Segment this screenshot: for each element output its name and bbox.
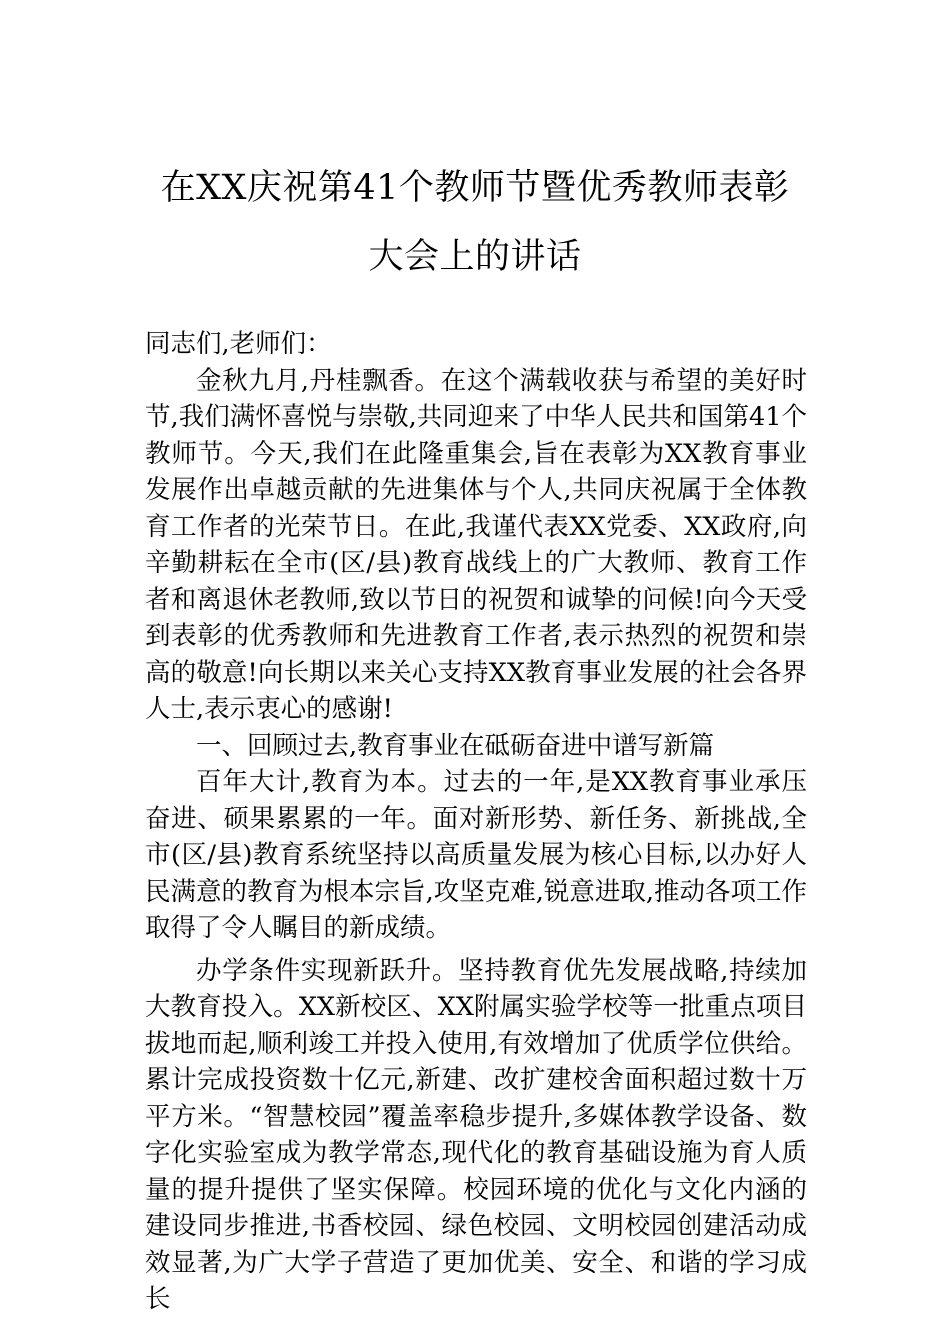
speech-title-line-1: 在XX庆祝第41个教师节暨优秀教师表彰 <box>160 168 790 208</box>
section-1-paragraph-2: 办学条件实现新跃升。坚持教育优先发展战略,持续加大教育投入。XX新校区、XX附属实验学校等一批重点项目拔地而起,顺利竣工并投入使用,有效增加了优质学位供给。累计完成投资数十亿元,新建、改扩建校舍面积超过数十万平方米。“智慧校园”覆盖率稳步提升,多媒体教学设备、数字化实验室成为教学常态,现代化的教育基础设施为育人质量的提升提供了坚实保障。校园环境的优化与文化内涵的建设同步推进,书香校园、绿色校园、文明校园创建活动成效显著,为广大学子营造了更加优美、安全、和谐的学习成长 <box>145 955 807 1314</box>
speech-title-line-2: 大会上的讲话 <box>368 237 582 277</box>
section-1-paragraph-1: 百年大计,教育为本。过去的一年,是XX教育事业承压奋进、硕果累累的一年。面对新形势、新任务、新挑战,全市(区/县)教育系统坚持以高质量发展为核心目标,以办好人民满意的教育为根本宗旨,攻坚克难,锐意进取,推动各项工作取得了令人瞩目的新成绩。 <box>145 767 807 943</box>
salutation: 同志们,老师们： <box>145 329 332 359</box>
section-1-heading: 一、回顾过去,教育事业在砥砺奋进中谱写新篇 <box>196 730 715 761</box>
opening-paragraph: 金秋九月,丹桂飘香。在这个满载收获与希望的美好时节,我们满怀喜悦与崇敬,共同迎来了中华人民共和国第41个教师节。今天,我们在此隆重集会,旨在表彰为XX教育事业发展作出卓越贡献的先进集体与个人,共同庆祝属于全体教育工作者的光荣节日。在此,我谨代表XX党委、XX政府,向辛勤耕耘在全市(区/县)教育战线上的广大教师、教育工作者和离退休老教师,致以节日的祝贺和诚挚的问候!向今天受到表彰的优秀教师和先进教育工作者,表示热烈的祝贺和崇高的敬意!向长期以来关心支持XX教育事业发展的社会各界人士,表示衷心的感谢! <box>145 365 807 724</box>
speech-body <box>145 326 807 1318</box>
